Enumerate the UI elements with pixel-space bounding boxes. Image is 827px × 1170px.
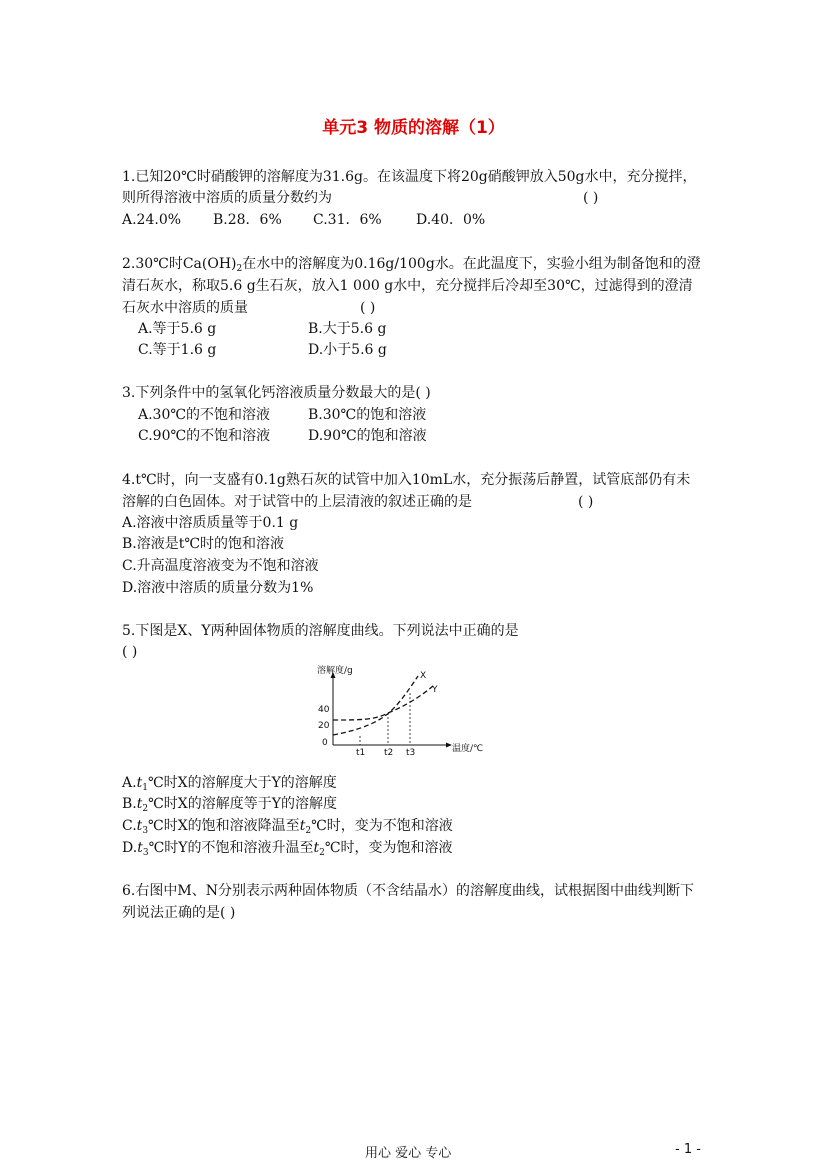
q4-answer-paren: ( ) (578, 494, 594, 510)
q1-option-d: D.40．0% (416, 212, 486, 228)
q1-option-b: B.28．6% (213, 212, 282, 228)
q2-option-b: B.大于5.6 g (308, 321, 387, 337)
q2-option-d: D.小于5.6 g (308, 342, 387, 358)
q3-option-c: C.90℃的不饱和溶液 (138, 428, 271, 444)
q3-option-d: D.90℃的饱和溶液 (308, 428, 427, 444)
q2-stem-line2: 清石灰水，称取5.6 g生石灰，放入1 000 g水中，充分搅拌后冷却至30℃，过滤得到的澄清 (122, 278, 693, 294)
curve-y (333, 686, 433, 720)
q2-option-c: C.等于1.6 g (138, 342, 217, 358)
graph-xtick-t1: t1 (356, 748, 366, 758)
q1-stem-line1: 1.已知20℃时硝酸钾的溶解度为31.6g。在该温度下将20g硝酸钾放入50g水中，充分搅拌， (122, 169, 697, 185)
q4-stem-line2: 溶解的白色固体。对于试管中的上层清液的叙述正确的是 (122, 494, 472, 510)
q5-option-c: $C.t_3℃$时X的饱和溶液降温至$t_2℃$时，变为不饱和溶液 (122, 818, 453, 836)
q2-stem-pre: 2.30℃时Ca(OH) (122, 256, 237, 272)
graph-xtick-t3: t3 (406, 748, 416, 758)
q6-stem-line1: 6.右图中M、N分别表示两种固体物质（不含结晶水）的溶解度曲线，试根据图中曲线判断下 (122, 883, 694, 899)
q2-answer-paren: ( ) (360, 300, 376, 316)
q5-stem: 5.下图是X、Y两种固体物质的溶解度曲线。下列说法中正确的是 (122, 623, 519, 639)
curve-y-label: Y (432, 685, 438, 695)
q2-stem-line3: 石灰水中溶质的质量 (122, 300, 248, 316)
q4-option-b: B.溶液是t℃时的饱和溶液 (122, 536, 285, 552)
graph-xtick-t2: t2 (384, 748, 394, 758)
curve-x-label: X (420, 671, 427, 681)
q3-stem: 3.下列条件中的氢氧化钙溶液质量分数最大的是( ) (122, 385, 431, 401)
graph-ytick-0: 0 (322, 738, 328, 748)
page-title: 单元3 物质的溶解（1） (322, 118, 505, 138)
q1-answer-paren: ( ) (583, 190, 599, 206)
graph-x-label: 温度/℃ (452, 744, 484, 754)
q5-option-a: $A.t_1℃$时X的溶解度大于Y的溶解度 (122, 775, 337, 793)
q4-option-a: A.溶液中溶质质量等于0.1 g (122, 515, 299, 531)
q1-stem-line2: 则所得溶液中溶质的质量分数约为 (122, 190, 332, 206)
q3-option-a: A.30℃的不饱和溶液 (138, 407, 271, 423)
q5-option-d: $D.t_3℃$时Y的不饱和溶液升温至$t_2℃$时，变为饱和溶液 (122, 840, 453, 858)
q5-option-b: $B.t_2℃$时X的溶解度等于Y的溶解度 (122, 796, 337, 814)
graph-ytick-20: 20 (318, 721, 330, 731)
q2-option-a: A.等于5.6 g (138, 321, 217, 337)
q2-stem-post: 在水中的溶解度为0.16g/100g水。在此温度下，实验小组为制备饱和的澄 (242, 256, 701, 272)
q3-option-b: B.30℃的饱和溶液 (308, 407, 427, 423)
q5-answer-paren: ( ) (122, 644, 138, 660)
graph-y-label: 溶解度/g (317, 666, 353, 676)
solubility-curve-figure (300, 662, 500, 760)
q1-option-c: C.31．6% (313, 212, 382, 228)
q4-option-c: C.升高温度溶液变为不饱和溶液 (122, 558, 319, 574)
q4-option-d: D.溶液中溶质的质量分数为1% (122, 580, 314, 596)
q1-option-a: A.24.0% (122, 212, 182, 228)
page-number: - 1 - (675, 1142, 701, 1157)
q4-stem-line1: 4.t℃时，向一支盛有0.1g熟石灰的试管中加入10mL水，充分振荡后静置，试管底部仍有未 (122, 472, 691, 488)
q2-subscript: 2 (236, 264, 243, 274)
graph-ytick-40: 40 (318, 705, 330, 715)
q6-stem-line2: 列说法正确的是( ) (122, 905, 236, 921)
page-footer: 用心 爱心 专心 (365, 1146, 452, 1161)
